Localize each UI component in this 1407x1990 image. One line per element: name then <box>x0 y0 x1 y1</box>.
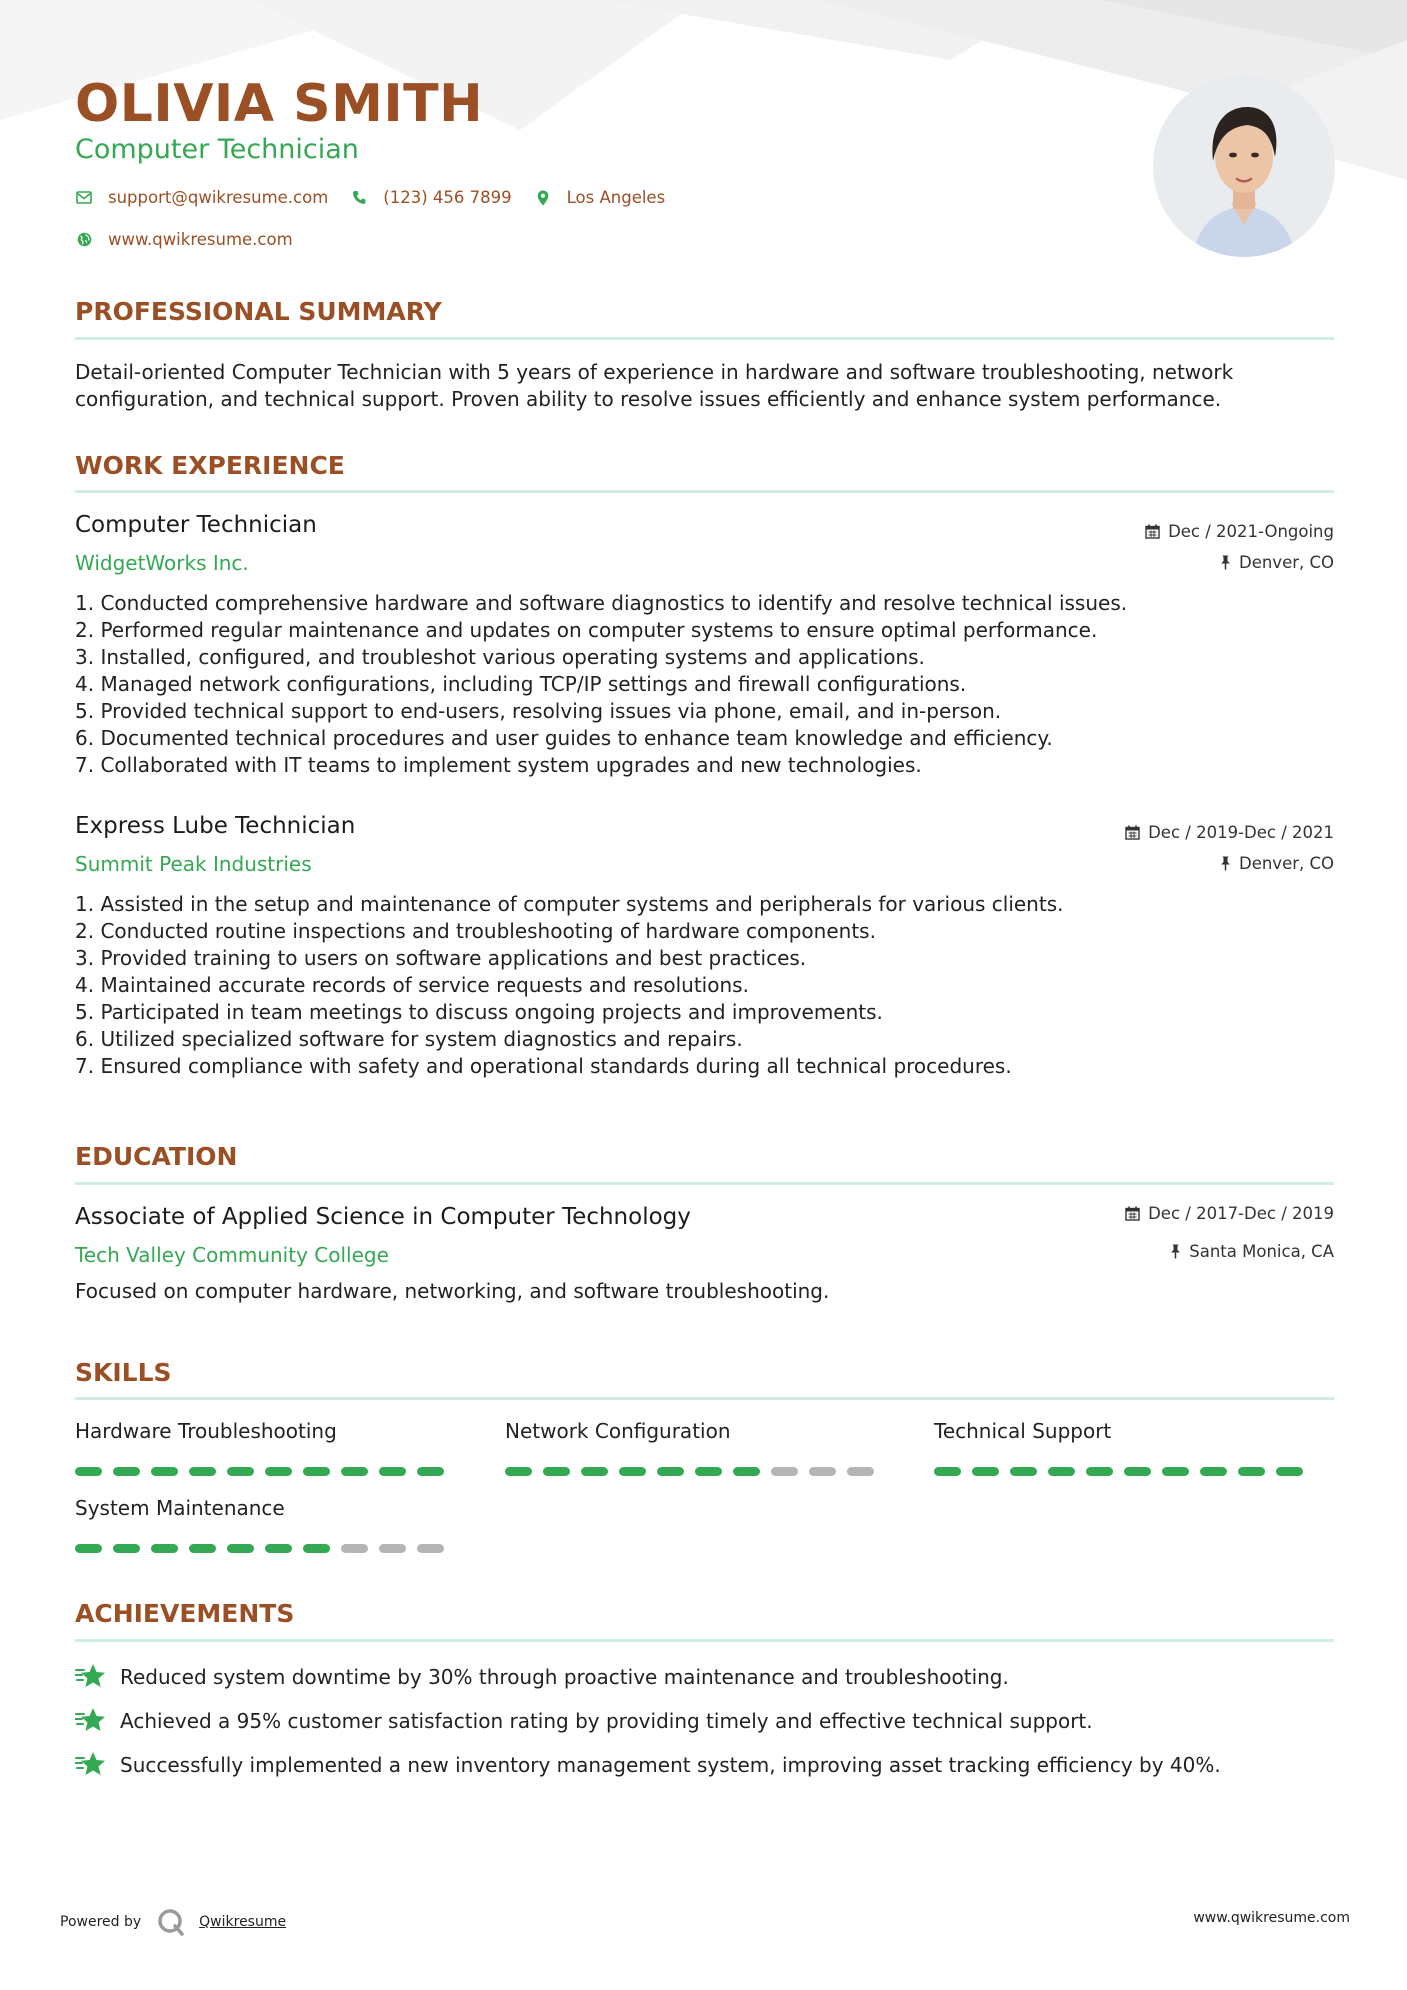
job-company: WidgetWorks Inc. <box>75 551 249 575</box>
job-role: Computer Technician <box>75 512 317 538</box>
footer-url-link[interactable]: www.qwikresume.com <box>1193 1910 1350 1926</box>
powered-by-label: Powered by <box>60 1914 142 1930</box>
phone-item[interactable] <box>350 188 511 207</box>
list-item: 7. Collaborated with IT teams to implement system upgrades and new technologies. <box>75 753 922 777</box>
skill-segment-filled <box>1276 1467 1303 1476</box>
skill-segment-filled <box>619 1467 646 1476</box>
skill-segment-empty <box>847 1467 874 1476</box>
skill-segment-filled <box>341 1467 368 1476</box>
list-item: 1. Assisted in the setup and maintenance of computer systems and peripherals for various clients. <box>75 892 1064 916</box>
skill-segment-empty <box>809 1467 836 1476</box>
education-location-text: Santa Monica, CA <box>1189 1242 1334 1261</box>
skill-name: Network Configuration <box>505 1419 731 1443</box>
skill-segment-filled <box>581 1467 608 1476</box>
job-location <box>1220 553 1334 572</box>
education-dates-text: Dec / 2017-Dec / 2019 <box>1148 1204 1334 1223</box>
list-item: 3. Provided training to users on software applications and best practices. <box>75 946 807 970</box>
skill-item <box>934 1419 1314 1476</box>
list-item: 2. Performed regular maintenance and updates on computer systems to ensure optimal performance. <box>75 618 1098 642</box>
skill-segment-filled <box>934 1467 961 1476</box>
experience-heading: WORK EXPERIENCE <box>75 451 345 480</box>
job-company: Summit Peak Industries <box>75 852 312 876</box>
footer-brand-link[interactable]: Qwikresume <box>199 1914 287 1930</box>
experience-divider <box>75 490 1334 493</box>
job-location-text: Denver, CO <box>1238 553 1334 572</box>
skill-name: System Maintenance <box>75 1496 285 1520</box>
email-text: support@qwikresume.com <box>108 188 329 207</box>
list-item: 1. Conducted comprehensive hardware and software diagnostics to identify and resolve technical issues. <box>75 591 1128 615</box>
education-dates <box>1125 1204 1334 1223</box>
skill-segment-filled <box>75 1544 102 1553</box>
profile-photo <box>1153 75 1335 257</box>
job-dates-text: Dec / 2019-Dec / 2021 <box>1148 823 1334 842</box>
skill-item <box>505 1419 885 1476</box>
skill-segment-filled <box>972 1467 999 1476</box>
envelope-icon <box>75 189 93 207</box>
website-row <box>75 230 315 249</box>
skill-segment-filled <box>1200 1467 1227 1476</box>
star-icon <box>75 1706 107 1736</box>
skill-segment-filled <box>265 1544 292 1553</box>
skill-segment-filled <box>1086 1467 1113 1476</box>
skill-segment-empty <box>341 1544 368 1553</box>
list-item: 3. Installed, configured, and troubleshot various operating systems and applications. <box>75 645 925 669</box>
list-item: 2. Conducted routine inspections and troubleshooting of hardware components. <box>75 919 876 943</box>
skill-item <box>75 1419 455 1476</box>
education-location <box>1170 1242 1334 1261</box>
email-item[interactable] <box>75 188 328 207</box>
skill-segment-filled <box>189 1467 216 1476</box>
skill-segment-filled <box>151 1544 178 1553</box>
job-duties <box>75 891 1334 1080</box>
list-item: 7. Ensured compliance with safety and operational standards during all technical procedures. <box>75 1054 1012 1078</box>
globe-icon <box>75 231 93 249</box>
pin-icon <box>1220 856 1231 871</box>
skill-segment-filled <box>543 1467 570 1476</box>
achievement-item <box>75 1750 1221 1780</box>
skill-segment-filled <box>505 1467 532 1476</box>
skill-segment-filled <box>189 1544 216 1553</box>
star-icon <box>75 1662 107 1692</box>
skill-name: Technical Support <box>934 1419 1112 1443</box>
achievement-text: Successfully implemented a new inventory management system, improving asset tracking efficiency by 40%. <box>120 1753 1221 1777</box>
job-duties <box>75 590 1334 779</box>
achievements-heading: ACHIEVEMENTS <box>75 1599 295 1628</box>
skill-segment-filled <box>227 1544 254 1553</box>
skill-segment-filled <box>657 1467 684 1476</box>
pin-icon <box>1220 555 1231 570</box>
list-item: 6. Utilized specialized software for system diagnostics and repairs. <box>75 1027 743 1051</box>
achievements-divider <box>75 1639 1334 1642</box>
list-item: 4. Maintained accurate records of service requests and resolutions. <box>75 973 749 997</box>
skill-segment-filled <box>1162 1467 1189 1476</box>
skills-divider <box>75 1397 1334 1400</box>
skill-level-bar <box>934 1467 1314 1476</box>
skill-segment-empty <box>417 1544 444 1553</box>
skill-segment-filled <box>1238 1467 1265 1476</box>
skill-segment-filled <box>75 1467 102 1476</box>
skill-segment-filled <box>227 1467 254 1476</box>
job-dates <box>1125 823 1334 842</box>
list-item: 4. Managed network configurations, including TCP/IP settings and firewall configurations. <box>75 672 967 696</box>
skill-segment-filled <box>113 1544 140 1553</box>
job-role: Express Lube Technician <box>75 813 356 839</box>
skill-segment-filled <box>151 1467 178 1476</box>
skill-segment-filled <box>303 1467 330 1476</box>
qwikresume-logo <box>157 1908 185 1936</box>
website-item[interactable] <box>75 230 293 249</box>
skill-segment-filled <box>303 1544 330 1553</box>
achievement-text: Reduced system downtime by 30% through proactive maintenance and troubleshooting. <box>120 1665 1009 1689</box>
achievement-item <box>75 1706 1093 1736</box>
education-heading: EDUCATION <box>75 1142 238 1171</box>
skill-segment-filled <box>1124 1467 1151 1476</box>
location-text: Los Angeles <box>566 188 666 207</box>
location-item <box>534 188 666 207</box>
summary-divider <box>75 337 1334 340</box>
skill-segment-filled <box>379 1467 406 1476</box>
powered-by <box>60 1908 286 1936</box>
calendar-icon <box>1125 1206 1140 1221</box>
education-degree: Associate of Applied Science in Computer Technology <box>75 1204 691 1230</box>
skill-segment-filled <box>1010 1467 1037 1476</box>
candidate-name: OLIVIA SMITH <box>75 74 484 134</box>
star-icon <box>75 1750 107 1780</box>
skill-segment-filled <box>695 1467 722 1476</box>
list-item: 5. Provided technical support to end-users, resolving issues via phone, email, and in-person. <box>75 699 1002 723</box>
skill-segment-empty <box>771 1467 798 1476</box>
skill-segment-filled <box>113 1467 140 1476</box>
achievement-text: Achieved a 95% customer satisfaction rating by providing timely and effective technical support. <box>120 1709 1093 1733</box>
calendar-icon <box>1145 524 1160 539</box>
candidate-title: Computer Technician <box>75 134 359 165</box>
contact-row <box>75 188 687 207</box>
skill-segment-empty <box>379 1544 406 1553</box>
phone-icon <box>350 189 368 207</box>
education-school: Tech Valley Community College <box>75 1243 389 1267</box>
job-location <box>1220 854 1334 873</box>
website-text: www.qwikresume.com <box>108 230 293 249</box>
list-item: 5. Participated in team meetings to discuss ongoing projects and improvements. <box>75 1000 883 1024</box>
pin-icon <box>1170 1244 1181 1259</box>
skill-name: Hardware Troubleshooting <box>75 1419 337 1443</box>
education-description: Focused on computer hardware, networking, and software troubleshooting. <box>75 1279 830 1303</box>
job-dates-text: Dec / 2021-Ongoing <box>1168 522 1334 541</box>
footer <box>60 1900 1350 1940</box>
job-dates <box>1145 522 1334 541</box>
summary-text: Detail-oriented Computer Technician with 5 years of experience in hardware and software troubleshooting, network configuration, and technical support. Proven ability to resolve issues efficiently and enhance system performance. <box>75 360 1234 411</box>
skill-segment-filled <box>417 1467 444 1476</box>
skill-segment-filled <box>1048 1467 1075 1476</box>
skills-heading: SKILLS <box>75 1358 172 1387</box>
list-item: 6. Documented technical procedures and user guides to enhance team knowledge and efficiency. <box>75 726 1053 750</box>
skill-level-bar <box>505 1467 885 1476</box>
skill-level-bar <box>75 1467 455 1476</box>
map-marker-icon <box>534 189 552 207</box>
skill-segment-filled <box>733 1467 760 1476</box>
phone-text: (123) 456 7899 <box>383 188 512 207</box>
education-divider <box>75 1182 1334 1185</box>
skill-item <box>75 1496 455 1553</box>
summary-heading: PROFESSIONAL SUMMARY <box>75 297 442 326</box>
job-location-text: Denver, CO <box>1238 854 1334 873</box>
skill-segment-filled <box>265 1467 292 1476</box>
calendar-icon <box>1125 825 1140 840</box>
achievement-item <box>75 1662 1009 1692</box>
skill-level-bar <box>75 1544 455 1553</box>
